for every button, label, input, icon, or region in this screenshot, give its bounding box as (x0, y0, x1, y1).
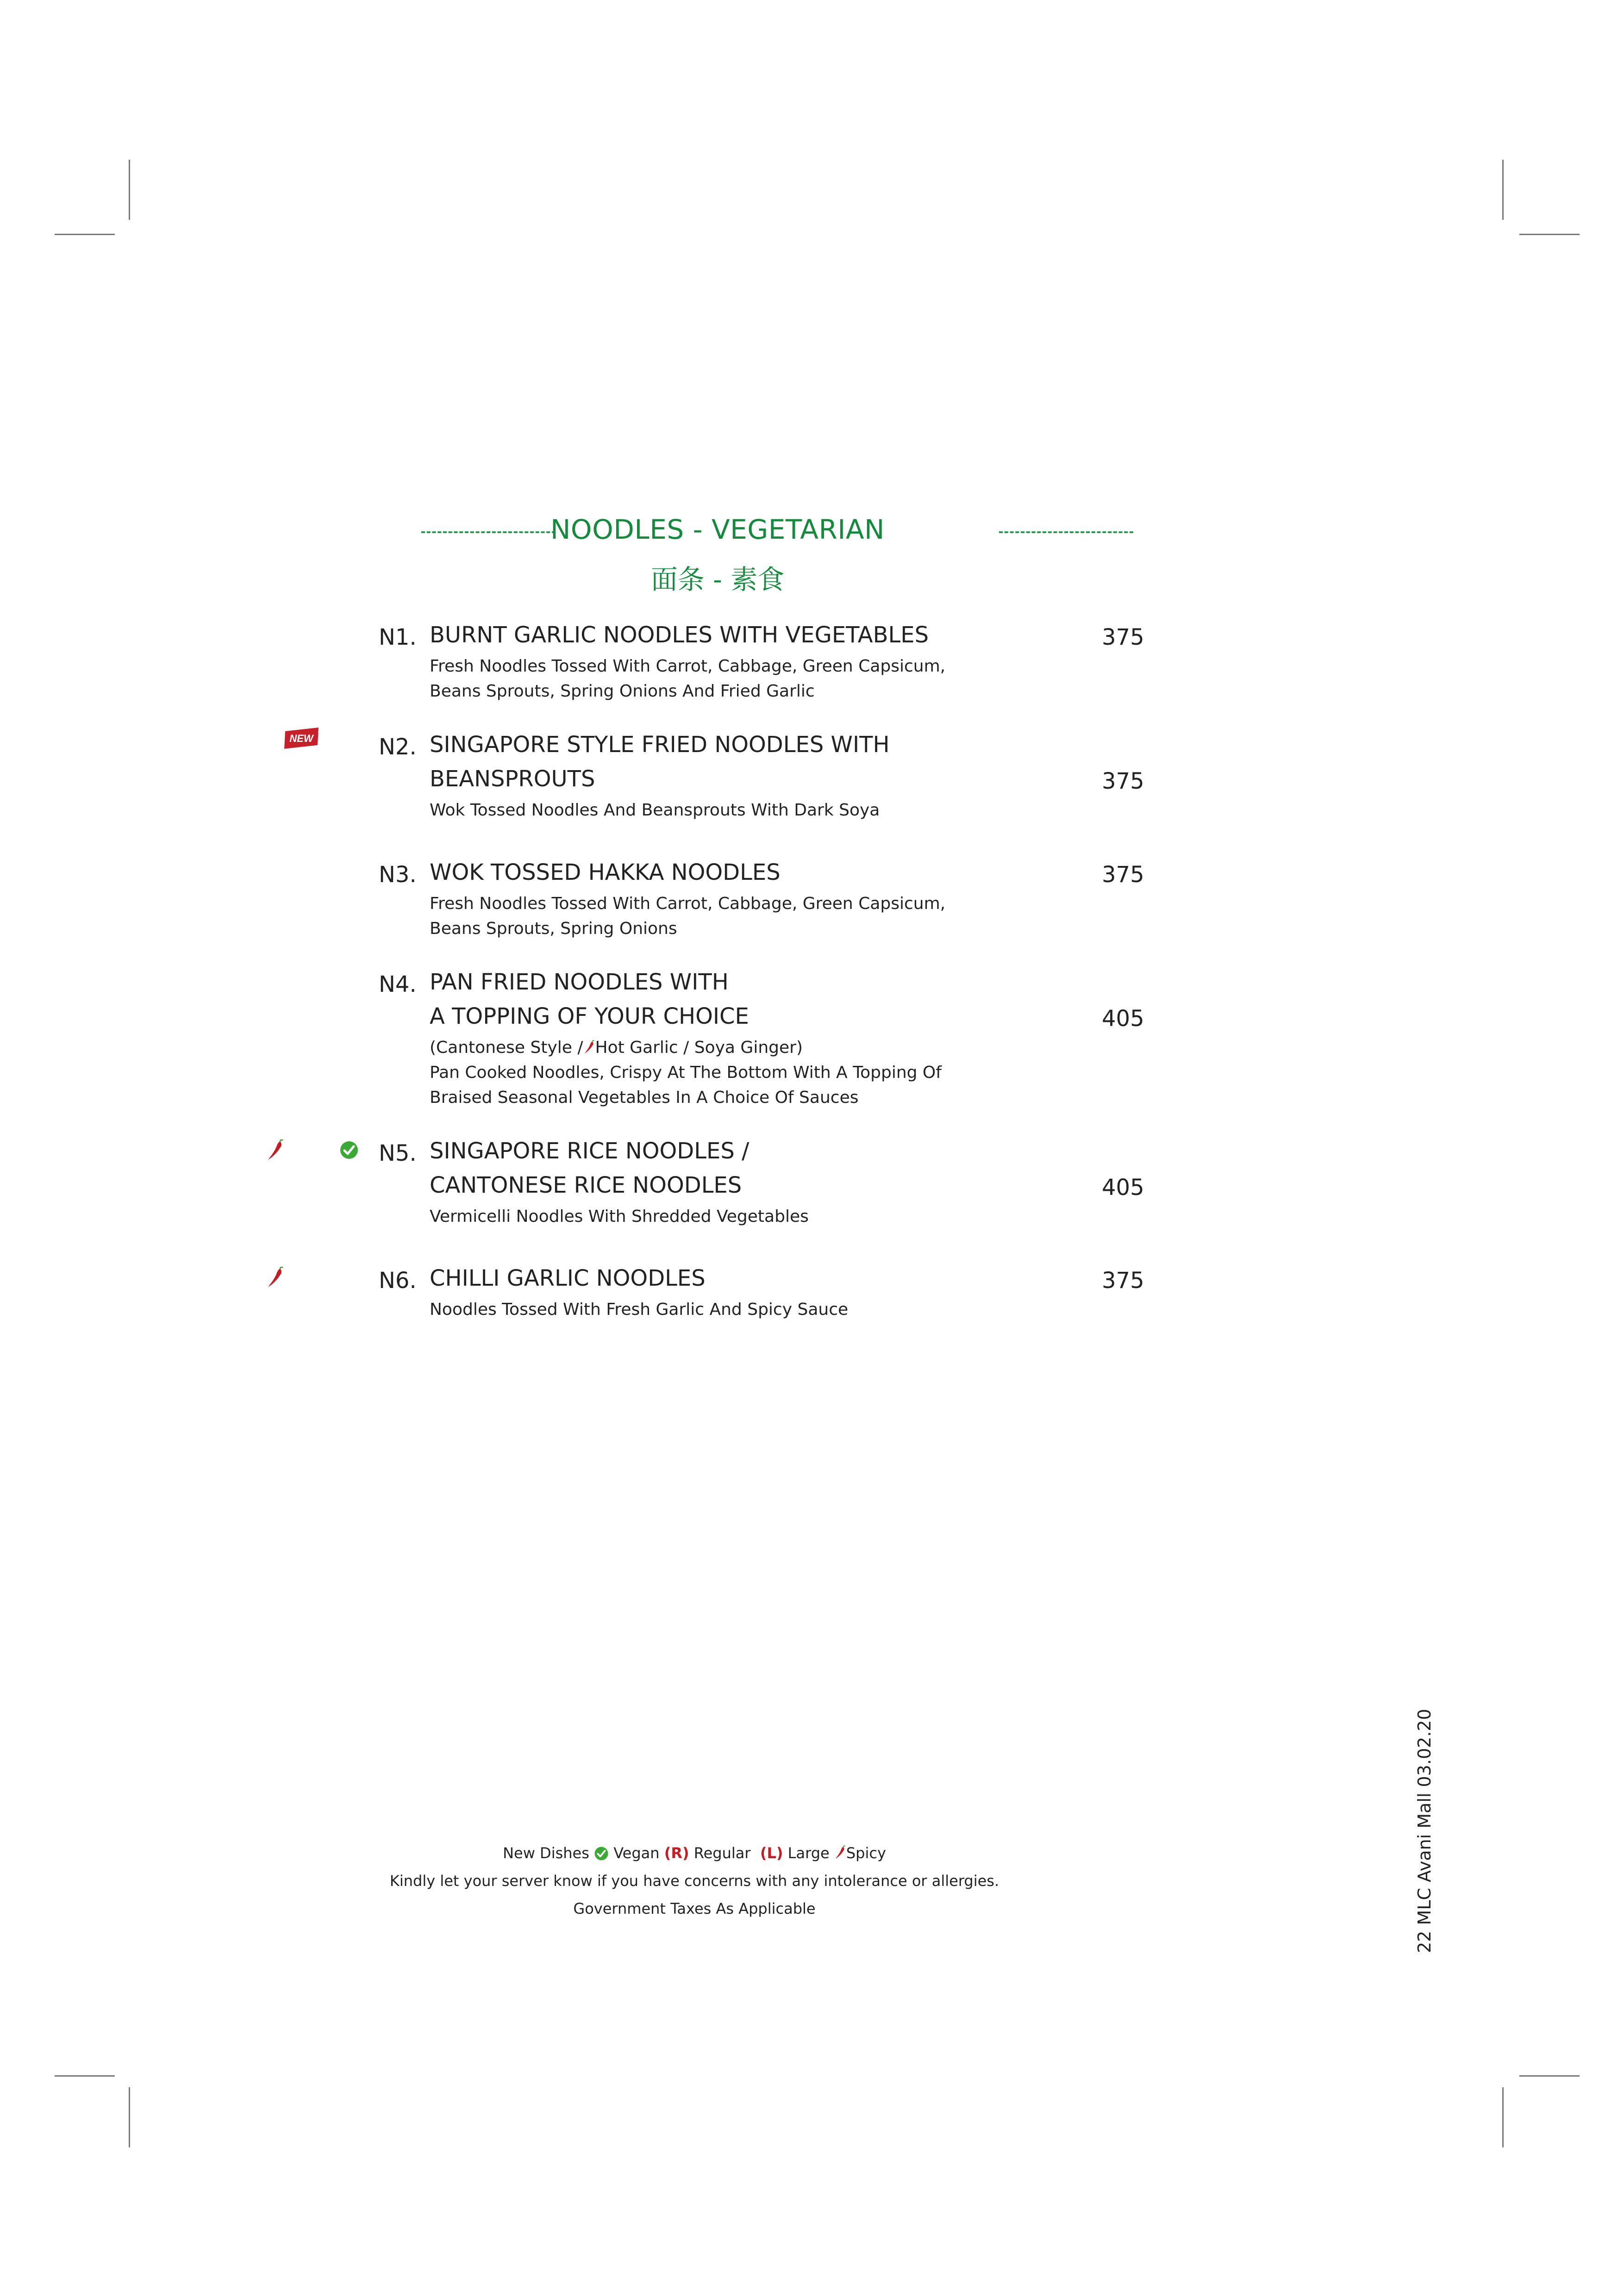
item-description: Braised Seasonal Vegetables In A Choice Of Sauces (430, 1088, 859, 1107)
item-name: SINGAPORE STYLE FRIED NOODLES WITH (430, 732, 890, 758)
crop-mark (1502, 160, 1504, 220)
allergy-note: Kindly let your server know if you have concerns with any intolerance or allergies. (389, 1872, 999, 1890)
item-description: Fresh Noodles Tossed With Carrot, Cabbage, Green Capsicum, (430, 894, 946, 913)
item-name: PAN FRIED NOODLES WITH (430, 969, 729, 995)
item-description: Beans Sprouts, Spring Onions (430, 919, 677, 938)
item-name: CHILLI GARLIC NOODLES (430, 1265, 706, 1291)
item-options (430, 1035, 803, 1060)
item-price: 375 (1102, 862, 1144, 888)
section-title: NOODLES - VEGETARIAN (550, 514, 885, 545)
crop-mark (55, 234, 115, 235)
legend-large-mark: (L) (760, 1844, 783, 1862)
item-name: A TOPPING OF YOUR CHOICE (430, 1003, 749, 1029)
option-hot-garlic: Hot Garlic (595, 1038, 678, 1057)
item-price: 405 (1102, 1175, 1144, 1201)
item-description: Wok Tossed Noodles And Beansprouts With Dark Soya (430, 801, 880, 820)
legend-new-dishes: New Dishes (503, 1844, 589, 1862)
crop-mark (1519, 234, 1580, 235)
item-description: Fresh Noodles Tossed With Carrot, Cabbage, Green Capsicum, (430, 657, 946, 676)
item-name: WOK TOSSED HAKKA NOODLES (430, 859, 781, 885)
chili-icon (583, 1040, 595, 1056)
item-code: N3. (379, 862, 417, 888)
legend-spicy: Spicy (846, 1844, 886, 1862)
tax-note: Government Taxes As Applicable (573, 1900, 816, 1917)
legend-large: Large (787, 1844, 830, 1862)
crop-mark (129, 2087, 130, 2147)
item-price: 375 (1102, 1268, 1144, 1294)
item-description: Pan Cooked Noodles, Crispy At The Bottom With A Topping Of (430, 1063, 942, 1082)
item-code: N1. (379, 624, 417, 650)
vegan-icon (594, 1846, 609, 1861)
item-code: N6. (379, 1268, 417, 1294)
item-code: N4. (379, 971, 417, 997)
item-code: N2. (379, 734, 417, 760)
title-divider-right (999, 531, 1133, 533)
option-cantonese: (Cantonese Style / (430, 1038, 583, 1057)
legend-regular-mark: (R) (664, 1844, 689, 1862)
crop-mark (55, 2075, 115, 2077)
chili-icon (266, 1267, 285, 1290)
crop-mark (1519, 2075, 1580, 2077)
item-name: BURNT GARLIC NOODLES WITH VEGETABLES (430, 622, 929, 648)
chili-icon (266, 1139, 285, 1163)
item-price: 375 (1102, 768, 1144, 794)
item-name: CANTONESE RICE NOODLES (430, 1172, 742, 1198)
item-description: Noodles Tossed With Fresh Garlic And Spicy Sauce (430, 1300, 849, 1319)
item-name: SINGAPORE RICE NOODLES / (430, 1138, 750, 1164)
legend (324, 1844, 1065, 1862)
item-price: 405 (1102, 1006, 1144, 1032)
item-description: Vermicelli Noodles With Shredded Vegetables (430, 1207, 809, 1226)
section-subtitle-chinese: 面条 - 素食 (650, 564, 785, 595)
item-price: 375 (1102, 624, 1144, 650)
crop-mark (129, 160, 130, 220)
crop-mark (1502, 2087, 1504, 2147)
legend-regular: Regular (693, 1844, 751, 1862)
chili-icon (834, 1845, 846, 1861)
item-description: Beans Sprouts, Spring Onions And Fried Garlic (430, 682, 815, 701)
new-badge-label: NEW (289, 733, 313, 744)
option-soya-ginger: / Soya Ginger) (678, 1038, 803, 1057)
vegan-icon (339, 1140, 359, 1160)
new-icon (283, 728, 319, 749)
page-print-info: 22 MLC Avani Mall 03.02.20 (1414, 1709, 1435, 1953)
item-code: N5. (379, 1140, 417, 1166)
legend-vegan: Vegan (613, 1844, 660, 1862)
item-name: BEANSPROUTS (430, 766, 595, 792)
